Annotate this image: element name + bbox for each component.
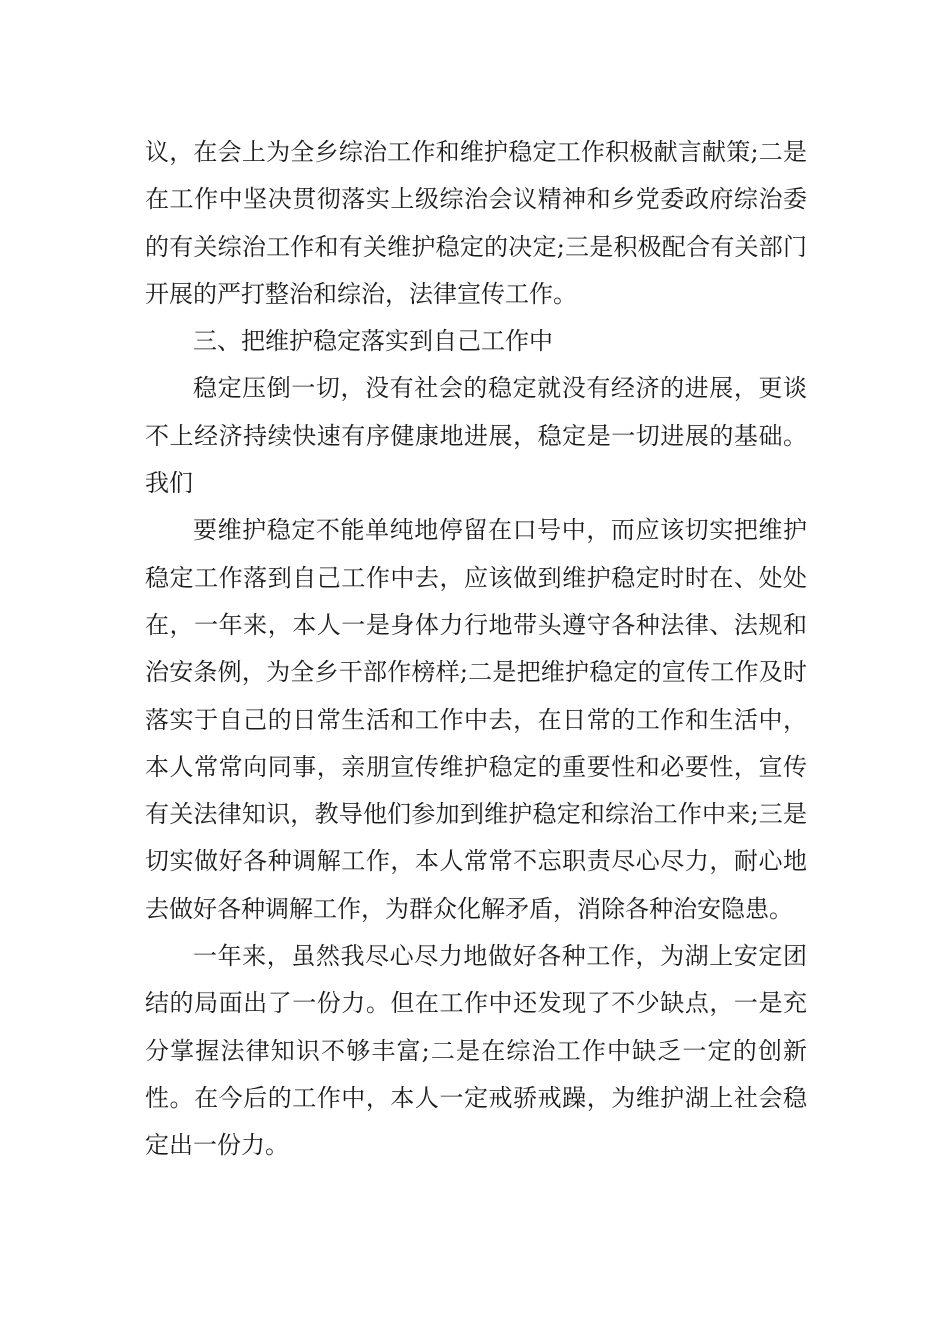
section-heading: 三、把维护稳定落实到自己工作中 — [193, 327, 553, 356]
paragraph-summary: 一年来，虽然我尽心尽力地做好各种工作，为湖上安定团结的局面出了一份力。但在工作中还发现了不少缺点，一是充分掌握法律知识不够丰富;二是在综治工作中缺乏一定的创新性。在今后的工作中，本人一定戒骄戒躁，为维护湖上社会稳定出一份力。 — [145, 942, 807, 1160]
paragraph-maintain-stability: 要维护稳定不能单纯地停留在口号中，而应该切实把维护稳定工作落到自己工作中去，应该做到维护稳定时时在、处处在，一年来，本人一是身体力行地带头遵守各种法律、法规和治安条例，为全乡干部作榜样;二是把维护稳定的宣传工作及时落实于自己的日常生活和工作中去，在日常的工作和生活中，本人常常向同事，亲朋宣传维护稳定的重要性和必要性，宣传有关法律知识，教导他们参加到维护稳定和综治工作中来;三是切实做好各种调解工作，本人常常不忘职责尽心尽力，耐心地去做好各种调解工作，为群众化解矛盾，消除各种治安隐患。 — [145, 516, 807, 923]
paragraph-continuation: 议，在会上为全乡综治工作和维护稳定工作积极献言献策;二是在工作中坚决贯彻落实上级综治会议精神和乡党委政府综治委的有关综治工作和有关维护稳定的决定;三是积极配合有关部门开展的严打整治和综治，法律宣传工作。 — [145, 138, 807, 308]
document-body — [145, 129, 807, 1170]
paragraph-stability: 稳定压倒一切，没有社会的稳定就没有经济的进展，更谈不上经济持续快速有序健康地进展，稳定是一切进展的基础。我们 — [145, 374, 807, 498]
